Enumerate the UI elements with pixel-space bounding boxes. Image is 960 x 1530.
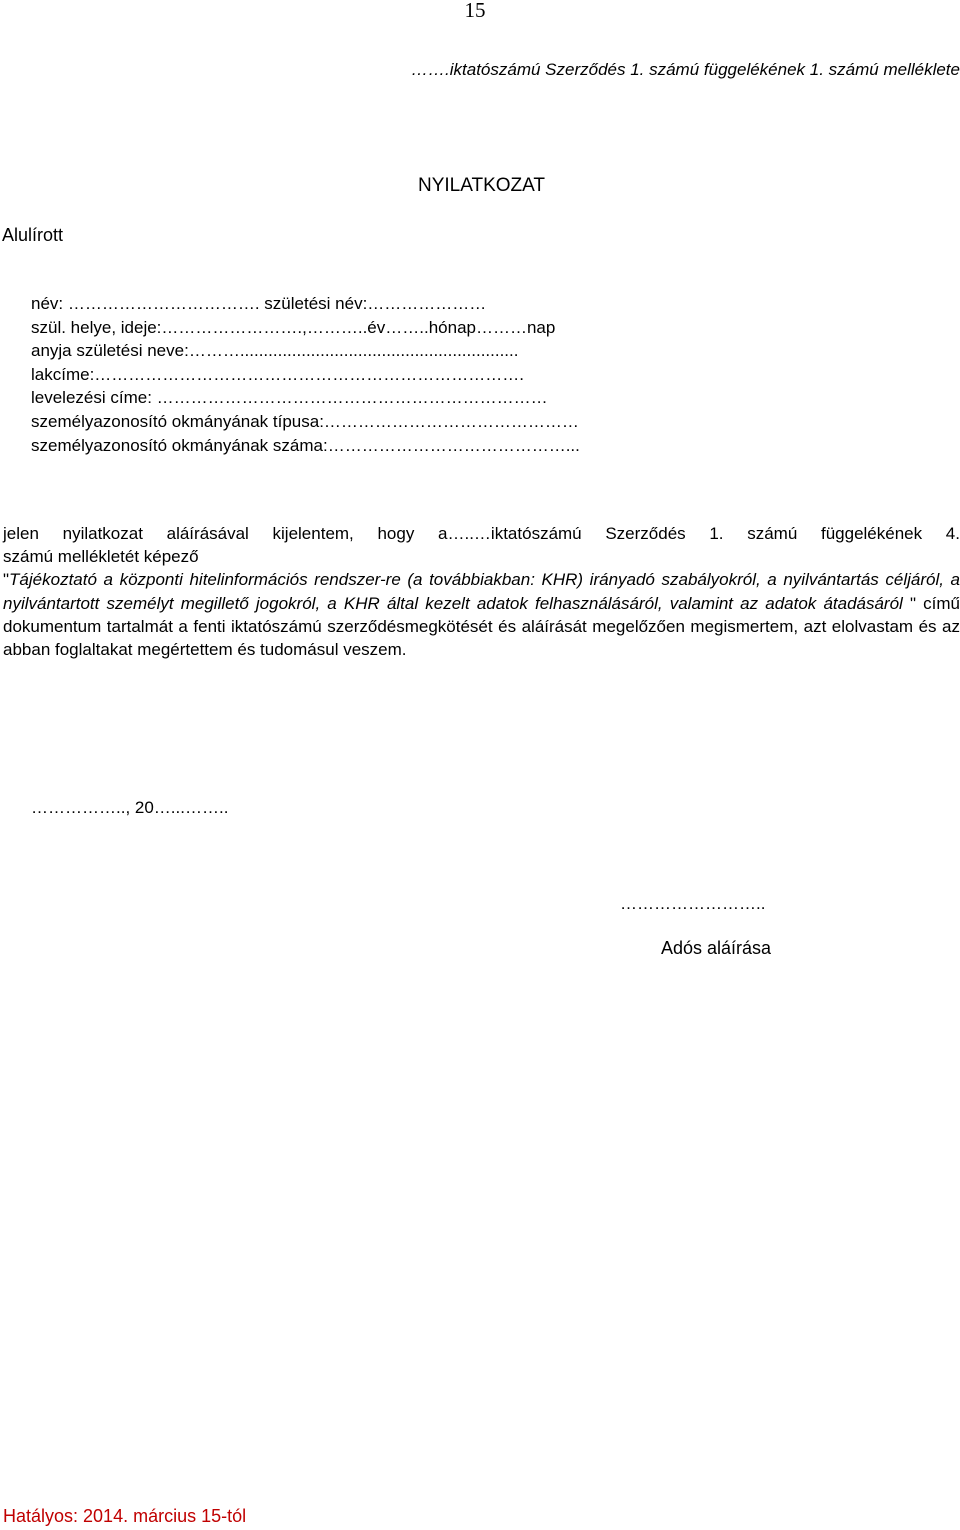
quote-open: ": [3, 570, 10, 590]
page-number: 15: [464, 0, 486, 22]
personal-data-fields: [31, 292, 580, 457]
validity-footer: Hatályos: 2014. március 15-tól: [3, 1506, 247, 1526]
field-mailing-address: levelezési címe: ……………………………………………………………: [31, 388, 548, 408]
declaration-line-2: számú mellékletét képező: [3, 547, 199, 567]
field-id-document-number: személyazonosító okmányának száma:……………………………………...: [31, 435, 580, 455]
document-title: NYILATKOZAT: [417, 175, 546, 196]
field-address: lakcíme:………………………………………………………………….: [31, 364, 525, 384]
intro-text: Alulírott: [2, 225, 64, 245]
signature-line: ……………………..: [620, 894, 766, 913]
declaration-rest: " című dokumentum tartalmát a fenti iktatószámú szerződésmegkötését és aláírását megelőzően megismertem, azt elolvastam és az abban foglaltakat megértettem és tudomásul veszem.: [3, 593, 960, 660]
declaration-body: [3, 568, 960, 661]
field-mother-name: anyja születési neve:………...........................................................: [31, 341, 519, 361]
place-date-line: …………….., 20…...……..: [31, 798, 229, 817]
annex-reference: …….iktatószámú Szerződés 1. számú függelékének 1. számú melléklete: [411, 60, 960, 79]
quoted-document-title: Tájékoztató a központi hitelinformációs rendszer-re (a továbbiakban: KHR) irányadó szabályokról, a nyilvántartás céljáról, a nyilvántartott személyt megillető jogokról, a KHR által kezelt adatok felhasználásáról, valamint az adatok átadásáról: [3, 570, 960, 613]
declaration-paragraph: [3, 522, 960, 661]
signature-caption: Adós aláírása: [661, 938, 772, 958]
declaration-line-1: jelen nyilatkozat aláírásával kijelentem, hogy a…..…iktatószámú Szerződés 1. számú függelékének 4.: [3, 524, 960, 543]
field-name: név: ……………………………. születési név:…………………: [31, 294, 487, 313]
field-id-document-type: személyazonosító okmányának típusa:………………………………………: [31, 411, 579, 431]
field-birth-place-date: szül. helye, ideje:…………………….,………..év……..hónap………nap: [31, 317, 556, 337]
